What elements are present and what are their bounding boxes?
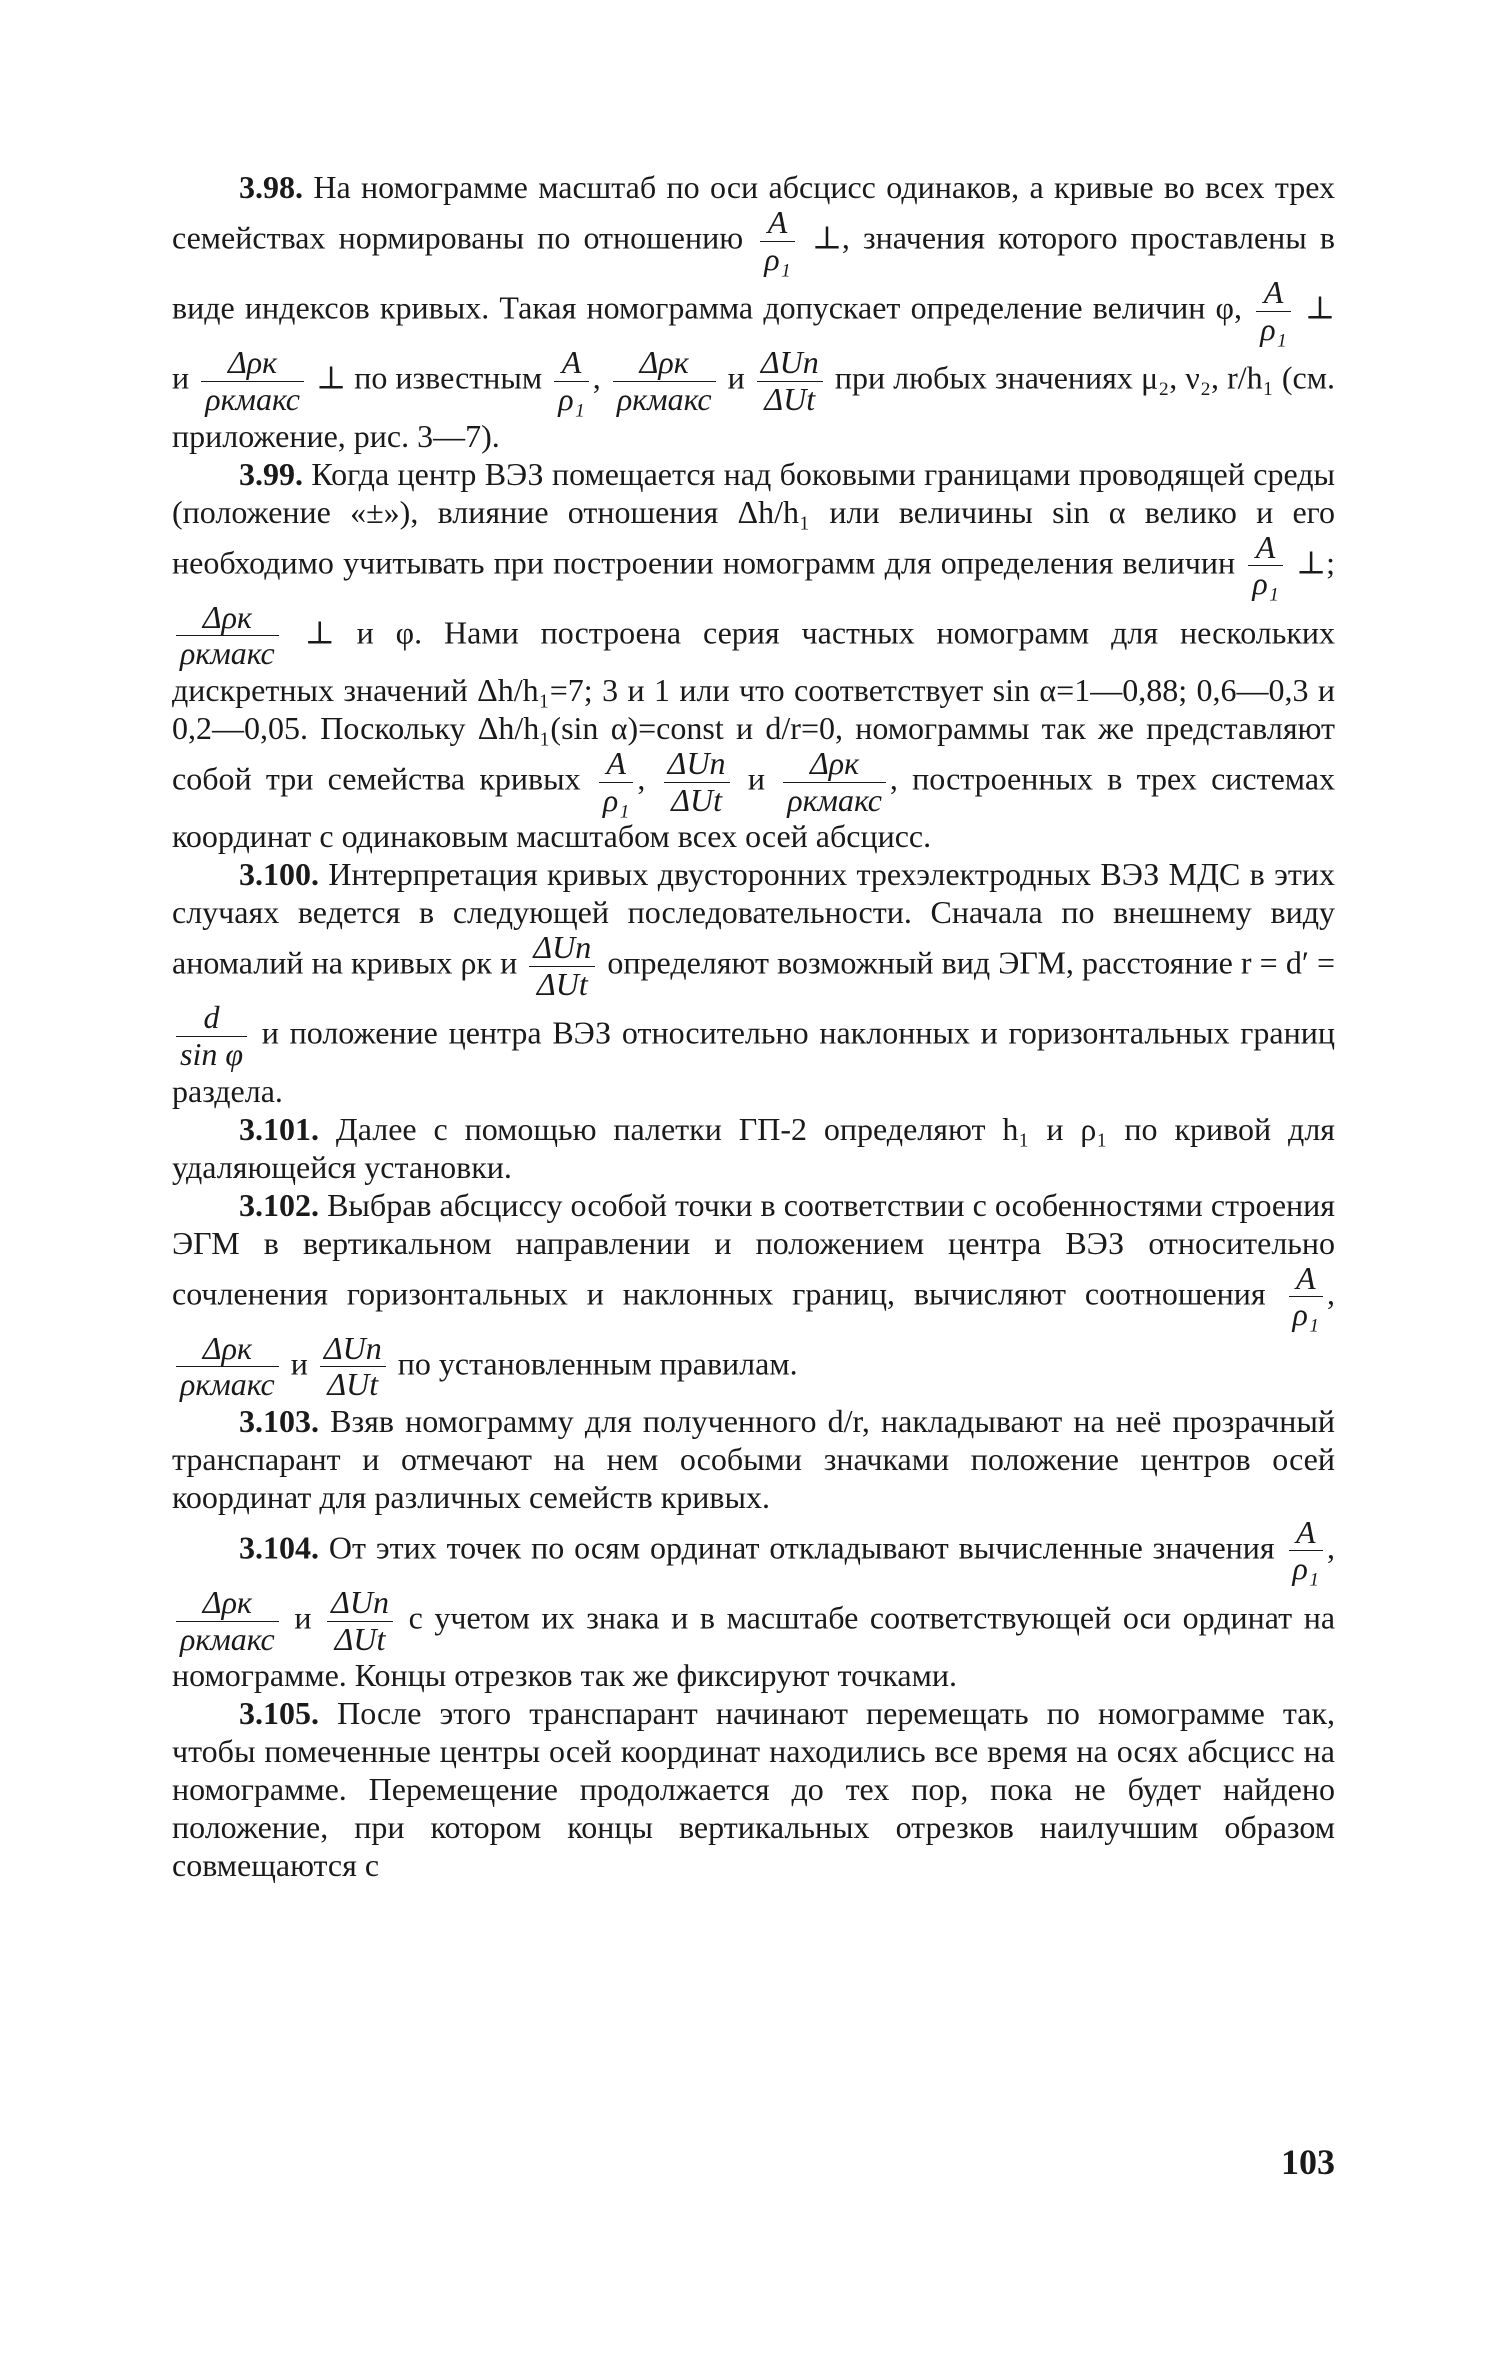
paragraph-number: 3.103. [239,1402,319,1439]
fraction-a-rho1: $\frac{A}{\text{ρ₁}}$ [1256,276,1290,346]
paragraph-text: ⊥, значения которого проставлены в виде индексов кривых. Такая номограмма допускает определение величин φ, [172,219,1335,326]
fraction-dun-dut: $\frac{\text{ΔUn}}{\text{ΔUt}}$ [529,931,595,1001]
fraction-a-rho1: $\frac{A}{\text{ρ₁}}$ [1248,531,1282,601]
paragraph-text: по установленным правилам. [397,1345,798,1382]
fraction-drho-rhomax: $\frac{\text{Δρк}}{\text{ρкмакс}}$ [201,346,304,416]
paragraph-3-105 [172,1694,1335,1884]
page-number: 103 [1281,2142,1335,2182]
paragraph-text: ⊥ по известным [316,359,543,396]
paragraph-3-99: 3.99. Когда центр ВЭЗ помещается над боковыми границами проводящей среды (положение «±»), влияние отношения Δh/h₁ или величины sin α велико и его необходимо учитывать при построении номограмм для определения величин $\frac{A}{\text{ρ₁}}$ ⊥; $\frac{\text{Δρк}}{\text{ρкмакс}}$ ⊥ и φ. Нами построена серия частных номограмм для нескольких дискретных значений Δh/h₁=7; 3 и 1 или что соответствует sin α=1—0,88; 0,6—0,3 и 0,2—0,05. Поскольку Δh/h₁(sin α)=const и d/r=0, номограммы так же представляют собой три семейства кривых $\frac{A}{\text{ρ₁}}$ , $\frac{\text{ΔUn}}{\text{ΔUt}}$ и $\frac{\text{Δρк}}{\text{ρкмакс}}$ , построенных в трех системах координат с одинаковым масштабом всех осей абсцисс. [172,455,1336,855]
paragraph-3-100 [172,855,1335,1109]
paragraph-number: 3.99. [239,455,303,492]
paragraph-3-104: 3.104. От этих точек по осям ординат откладывают вычисленные значения $\frac{A}{\text{ρ₁}}$ , $\frac{\text{Δρк}}{\text{ρкмакс}}$ и $\frac{\text{ΔUn}}{\text{ΔUt}}$ с учетом их знака и в масштабе соответствующей оси ординат на номограмме. Концы отрезков так же фиксируют точками. [172,1513,1336,1694]
paragraph-3-103 [172,1402,1335,1516]
paragraph-text: Далее с помощью палетки ГП-2 определяют h₁ и ρ₁ по кривой для удаляющейся установки. [172,1110,1336,1185]
paragraph-text: Когда центр ВЭЗ помещается над боковыми границами проводящей среды (положение «±»), влияние отношения Δh/h₁ или величины sin α велико и его необходимо учитывать при построении номограмм для определения величин [172,455,1336,580]
paragraph-3-102: 3.102. Выбрав абсциссу особой точки в соответствии с особенностями строения ЭГМ в вертикальном направлении и положением центра ВЭЗ относительно сочленения горизонтальных и наклонных границ, вычисляют соотношения $\frac{A}{\text{ρ₁}}$ , $\frac{\text{Δρк}}{\text{ρкмакс}}$ и $\frac{\text{ΔUn}}{\text{ΔUt}}$ по установленным правилам. [172,1186,1336,1403]
paragraph-text: ⊥ и [172,289,1336,396]
fraction-dun-dut: $\frac{\text{ΔUn}}{\text{ΔUt}}$ [327,1586,393,1656]
fraction-dun-dut: $\frac{\text{ΔUn}}{\text{ΔUt}}$ [320,1332,386,1402]
paragraph-text: Взяв номограмму для полученного d/r, накладывают на неё прозрачный транспарант и отмечают на нем особыми значками положение центров осей координат для различных семейств кривых. [172,1402,1336,1515]
fraction-dun-dut: $\frac{\text{ΔUn}}{\text{ΔUt}}$ [757,346,823,416]
fraction-drho-rhomax: $\frac{\text{Δρк}}{\text{ρкмакс}}$ [176,1332,279,1402]
fraction-drho-rhomax: $\frac{\text{Δρк}}{\text{ρкмакс}}$ [783,747,886,817]
paragraph-number: 3.98. [239,169,303,205]
fraction-dun-dut: $\frac{\text{ΔUn}}{\text{ΔUt}}$ [664,747,730,817]
paragraph-text: определяют возможный вид ЭГМ, расстояние r = d′ = [607,944,1336,981]
fraction-a-rho1: $\frac{A}{\text{ρ₁}}$ [599,747,633,817]
paragraph-text: ⊥ и φ. Нами построена серия частных номограмм для нескольких дискретных значений Δh/h₁=7; 3 и 1 или что соответствует sin α=1—0,88; 0,6—0,3 и 0,2—0,05. Поскольку Δh/h₁(sin α)=const и d/r=0, номограммы так же представляют собой три семейства кривых [172,614,1336,797]
paragraph-3-101 [172,1110,1335,1186]
paragraph-text: После этого транспарант начинают перемещать по номограмме так, чтобы помеченные центры осей координат находились все время на осях абсцисс на номограмме. Перемещение продолжается до тех пор, пока не будет найдено положение, при котором концы вертикальных отрезков наилучшим образом совмещаются с [172,1695,1336,1884]
paragraph-text: и положение центра ВЭЗ относительно наклонных и горизонтальных границ раздела. [172,1014,1336,1109]
fraction-a-rho1: $\frac{A}{\text{ρ₁}}$ [554,346,588,416]
paragraph-number: 3.105. [239,1695,319,1732]
fraction-drho-rhomax: $\frac{\text{Δρк}}{\text{ρкмакс}}$ [613,346,716,416]
paragraph-number: 3.100. [239,856,319,893]
paragraph-number: 3.102. [239,1186,319,1223]
paragraph-text: при любых значениях μ₂, ν₂, r/h₁ (см. приложение, рис. 3—7). [172,359,1336,454]
fraction-drho-rhomax: $\frac{\text{Δρк}}{\text{ρкмакс}}$ [176,601,279,671]
paragraph-text: Выбрав абсциссу особой точки в соответствии с особенностями строения ЭГМ в вертикальном направлении и положением центра ВЭЗ относительно сочленения горизонтальных и наклонных границ, вычисляют соотношения [172,1186,1336,1311]
paragraph-3-98: 3.98. На номограмме масштаб по оси абсцисс одинаков, а кривые во всех трех семействах нормированы по отношению $\frac{A}{\text{ρ₁}}$ ⊥, значения которого проставлены в виде индексов кривых. Такая номограмма допускает определение величин φ, $\frac{A}{\text{ρ₁}}$ ⊥ и $\frac{\text{Δρк}}{\text{ρкмакс}}$ ⊥ по известным $\frac{A}{\text{ρ₁}}$ , $\frac{\text{Δρк}}{\text{ρкмакс}}$ и $\frac{\text{ΔUn}}{\text{ΔUt}}$ при любых значениях μ₂, ν₂, r/h₁ (см. приложение, рис. 3—7). [172,169,1336,454]
paragraph-text: На номограмме масштаб по оси абсцисс одинаков, а кривые во всех трех семействах нормированы по отношению [172,169,1336,256]
paragraph-text: От этих точек по осям ординат откладывают вычисленные значения [328,1529,1275,1566]
paragraph-text: с учетом их знака и в масштабе соответствующей оси ординат на номограмме. Концы отрезков так же фиксируют точками. [172,1599,1336,1694]
paragraph-text: Интерпретация кривых двусторонних трехэлектродных ВЭЗ МДС в этих случаях ведется в следующей последовательности. Сначала по внешнему виду аномалий на кривых ρк и [172,856,1336,981]
paragraph-text: , построенных в трех системах координат с одинаковым масштабом всех осей абсцисс. [172,760,1336,855]
fraction-d-sinphi: $\frac{d}{\text{sin φ}}$ [176,1001,247,1071]
fraction-a-rho1: $\frac{A}{\text{ρ₁}}$ [1289,1262,1323,1332]
paragraph-number: 3.101. [239,1110,319,1147]
fraction-a-rho1: $\frac{A}{\text{ρ₁}}$ [760,206,794,276]
paragraph-number: 3.104. [239,1529,319,1566]
fraction-drho-rhomax: $\frac{\text{Δρк}}{\text{ρкмакс}}$ [176,1586,279,1656]
fraction-a-rho1: $\frac{A}{\text{ρ₁}}$ [1289,1516,1323,1586]
